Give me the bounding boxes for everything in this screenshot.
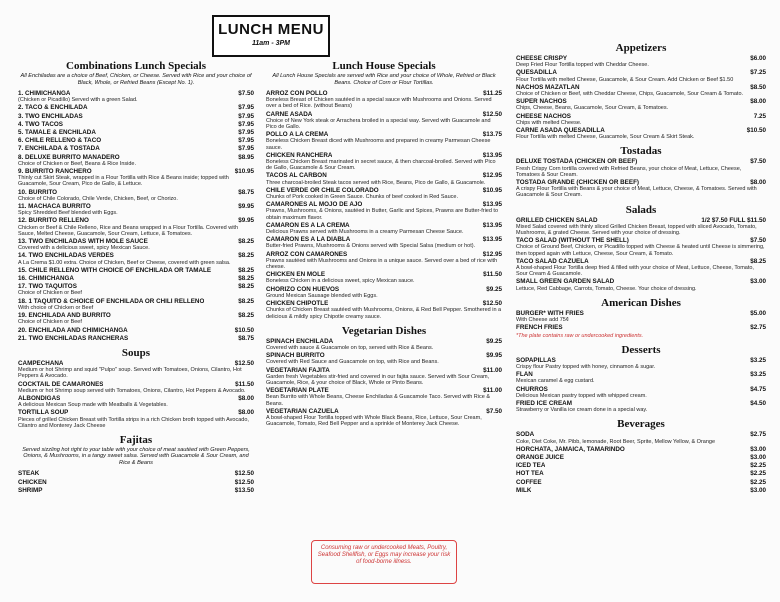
- menu-item: [516, 127, 766, 140]
- item-name: DELUXE TOSTADA (CHICKEN OR BEEF): [516, 158, 638, 166]
- menu-section: [266, 325, 502, 428]
- item-price: $8.25: [238, 238, 254, 246]
- item-name: 5. TAMALE & ENCHILADA: [18, 129, 96, 137]
- item-name: FRIED ICE CREAM: [516, 399, 572, 407]
- item-description: A La Crema $1.00 extra. Choice of Chicken, Beef or Cheese, covered with green salsa.: [18, 259, 231, 266]
- menu-item: [516, 158, 766, 178]
- item-name: TOSTADA GRANDE (CHICKEN OR BEEF): [516, 179, 640, 187]
- item-name: CARNE ASADA: [266, 110, 313, 118]
- item-price: $13.95: [482, 236, 502, 244]
- menu-item: [266, 408, 502, 428]
- item-description: Choice of Chicken or Beef: [18, 319, 82, 326]
- menu-item: [18, 90, 254, 103]
- section-title: Appetizers: [615, 42, 667, 54]
- item-description: Covered with Red Sauce and Guacamole on top, with Rice and Beans.: [266, 359, 439, 366]
- item-price: $12.50: [482, 300, 502, 308]
- menu-item: [516, 371, 766, 384]
- menu-item: [18, 275, 254, 282]
- item-price: $11.50: [235, 380, 254, 388]
- item-description: Spicy Shredded Beef blended with Eggs.: [18, 210, 118, 217]
- item-name: CHICKEN: [18, 478, 47, 486]
- item-price: $3.00: [750, 445, 766, 453]
- section-note: All Lunch House Specials are served with Rice and your choice of Whole, Refried or Black Beans. Choice of Corn or Flour Tortillas.: [272, 73, 496, 86]
- menu-item: [516, 446, 766, 453]
- item-price: $12.50: [482, 110, 502, 118]
- item-description: Covered with sauce & Guacamole on top, served with Rice & Beans.: [266, 344, 434, 351]
- menu-item: [18, 252, 254, 265]
- menu-section: [516, 418, 766, 494]
- item-name: FLAN: [516, 371, 533, 379]
- item-price: $6.00: [750, 55, 766, 62]
- item-name: CAMPECHANA: [18, 359, 64, 367]
- menu-item: [516, 98, 766, 111]
- item-price: $11.25: [483, 90, 502, 97]
- item-price: $13.95: [482, 201, 502, 209]
- item-name: CHICKEN EN MOLE: [266, 271, 326, 279]
- menu-item: [18, 312, 254, 325]
- item-price: $8.75: [238, 188, 254, 196]
- menu-item: [516, 310, 766, 323]
- item-name: COFFEE: [516, 478, 542, 486]
- item-price: $10.50: [234, 326, 254, 334]
- item-name: 8. DELUXE BURRITO MANADERO: [18, 153, 120, 161]
- section-title: Combinations Lunch Specials: [66, 60, 206, 72]
- item-name: CHEESE NACHOS: [516, 112, 571, 120]
- item-price: $9.95: [238, 217, 254, 225]
- item-description: Mexican caramel & egg custard.: [516, 378, 595, 385]
- item-name: 1. CHIMICHANGA: [18, 90, 71, 97]
- item-price: $3.00: [750, 453, 766, 461]
- item-name: ICED TEA: [516, 462, 546, 470]
- item-price: $9.95: [486, 352, 502, 360]
- menu-item: [18, 409, 254, 429]
- section-title: Salads: [625, 203, 657, 216]
- item-description: Boneless Chicken in a delicious sweet, spicy Mexican sauce.: [266, 278, 415, 285]
- item-name: 12. BURRITO RELLENO: [18, 217, 89, 225]
- middle-column: [266, 60, 502, 432]
- item-description: (Chicken or Picadillo) Served with a green Salad.: [18, 97, 138, 104]
- item-description: Choice of Chile Colorado, Chile Verde, Chicken, Beef, or Chorizo.: [18, 195, 178, 202]
- item-description: Butter-fried Prawns, Mushrooms & Onions served with Special Salsa (medium or hot).: [266, 243, 476, 250]
- menu-item: [266, 367, 502, 387]
- item-price: $11.00: [483, 366, 502, 374]
- item-name: CHORIZO CON HUEVOS: [266, 285, 340, 293]
- item-name: CARNE ASADA QUESADILLA: [516, 127, 605, 135]
- item-description: Lettuce, Red Cabbage, Carrots, Tomato, Cheese. Your choice of dressing.: [516, 285, 697, 292]
- menu-item: [18, 121, 254, 128]
- menu-item: [516, 84, 766, 97]
- item-name: 15. CHILE RELLENO WITH CHOICE OF ENCHILADA OR TAMALE: [18, 266, 212, 274]
- item-description: Flour Tortilla with melted Cheese, Guacamole, Sour Cream & Skirt Steak.: [516, 134, 695, 141]
- item-price: 7.25: [753, 112, 766, 120]
- item-price: $8.00: [750, 179, 766, 187]
- menu-title: LUNCH MENU: [218, 21, 324, 38]
- item-name: CAMARON ES A LA CREMA: [266, 221, 350, 229]
- item-price: $12.95: [482, 250, 502, 258]
- item-name: 7. ENCHILADA & TOSTADA: [18, 145, 100, 153]
- menu-item: [266, 251, 502, 271]
- item-description: Boneless Breast of Chicken sautéed in a special sauce with Mushrooms and Onions. Served over a bed of Rice. (without Beans): [266, 97, 492, 110]
- item-description: Three charcoal-broiled Steak tacos served with Rice, Beans, Pico de Gallo, & Guacamole.: [266, 179, 486, 186]
- menu-item: [266, 111, 502, 131]
- menu-item: [18, 335, 254, 342]
- item-name: NACHOS MAZATLAN: [516, 83, 580, 91]
- item-name: ALBONDIGAS: [18, 394, 61, 402]
- item-description: A crispy Flour Tortilla with Beans & your choice of Meat, Lettuce, Cheese, & Tomatoes. Served with Guacamole & Sour Cream.: [516, 186, 757, 199]
- item-name: SMALL GREEN GARDEN SALAD: [516, 278, 615, 286]
- item-price: $8.00: [750, 98, 766, 106]
- item-name: CHILE VERDE OR CHILE COLORADO: [266, 186, 379, 194]
- item-name: SUPER NACHOS: [516, 98, 567, 106]
- item-price: $13.95: [482, 221, 502, 229]
- menu-section: [516, 297, 766, 339]
- item-description: Boneless Chicken Breast diced with Mushrooms and prepared in creamy Parmesan Cheese sauce.: [266, 138, 491, 151]
- item-price: $7.50: [238, 90, 254, 97]
- menu-item: [266, 338, 502, 351]
- item-price: $7.95: [238, 120, 254, 128]
- section-note: All Enchiladas are a choice of Beef, Chicken, or Cheese. Served with Rice and your choice of Black, Whole, or Refried Beans (Except No. 1).: [20, 73, 252, 86]
- item-name: SOPAPILLAS: [516, 356, 556, 364]
- menu-item: [18, 217, 254, 237]
- menu-item: [266, 201, 502, 221]
- menu-item: [266, 131, 502, 151]
- item-description: Pieces of grilled Chicken Breast with Tortilla strips in a rich Chicken broth topped with Avocado, Cilantro and Monterey Jack Cheese: [18, 416, 249, 429]
- menu-item: [516, 113, 766, 126]
- menu-item: [266, 222, 502, 235]
- item-price: $9.25: [486, 337, 502, 345]
- menu-item: [266, 286, 502, 299]
- section-title: American Dishes: [601, 296, 681, 309]
- item-price: $7.50: [750, 237, 766, 245]
- item-price: $12.50: [234, 359, 254, 367]
- item-price: $7.25: [750, 69, 766, 77]
- item-name: 14. TWO ENCHILADAS VERDES: [18, 252, 114, 260]
- item-price: $7.95: [238, 129, 254, 137]
- section-title: Tostadas: [620, 145, 662, 158]
- item-price: $13.95: [482, 151, 502, 159]
- item-description: Ground Mexican Sausage blended with Eggs.: [266, 292, 378, 299]
- item-price: $7.95: [238, 137, 254, 145]
- item-name: 11. MACHACA BURRITO: [18, 203, 91, 211]
- item-description: Fresh Crispy Corn tortilla covered with Refried Beans, your choice of Meat, Lettuce, Cheese, Tomatoes & Sour Cream.: [516, 165, 742, 178]
- item-name: VEGETARIAN CAZUELA: [266, 407, 339, 415]
- menu-item: [18, 360, 254, 380]
- menu-item: [516, 400, 766, 413]
- item-name: VEGETARIAN PLATE: [266, 387, 329, 395]
- item-name: HORCHATA, JAMAICA, TAMARINDO: [516, 445, 625, 453]
- menu-item: [516, 479, 766, 486]
- item-description: Choice of Ground Beef, Chicken, or Picadillo topped with Cheese & heated until Cheese is simmering, then topped again with Lettuce, Cheese, Sour Cream, & Tomato.: [516, 244, 765, 257]
- item-price: $9.25: [486, 285, 502, 293]
- item-name: TACO SALAD (WITHOUT THE SHELL): [516, 237, 629, 245]
- item-name: 6. CHILE RELLENO & TACO: [18, 137, 102, 145]
- item-name: COCKTAIL DE CAMARONES: [18, 380, 104, 388]
- menu-section: [266, 60, 502, 320]
- menu-item: [516, 431, 766, 444]
- item-price: $7.95: [238, 112, 254, 120]
- menu-item: [516, 454, 766, 461]
- item-price: $12.95: [482, 172, 502, 180]
- menu-item: [18, 189, 254, 202]
- item-name: 16. CHIMICHANGA: [18, 275, 74, 283]
- item-description: Mixed Salad covered with thinly sliced Grilled Chicken Breast, topped with sliced Avocado, Tomato, Mushrooms, & grated Cheese. Served with your choice of dressing.: [516, 223, 757, 237]
- menu-item: [18, 267, 254, 274]
- menu-item: [18, 203, 254, 216]
- item-price: $12.50: [234, 478, 254, 486]
- item-name: POLLO A LA CREMA: [266, 131, 329, 139]
- item-name: 19. ENCHILADA AND BURRITO: [18, 312, 111, 320]
- item-price: $3.00: [750, 486, 766, 494]
- item-description: With Cheese add 75¢: [516, 317, 569, 324]
- item-name: CAMARONES AL MOJO DE AJO: [266, 201, 363, 209]
- item-name: TORTILLA SOUP: [18, 409, 69, 417]
- menu-item: [266, 187, 502, 200]
- menu-item: [18, 479, 254, 486]
- item-name: 21. TWO ENCHILADAS RANCHERAS: [18, 334, 129, 342]
- item-price: $8.25: [238, 283, 254, 291]
- item-name: SODA: [516, 431, 535, 439]
- menu-header: [212, 15, 330, 57]
- item-name: ARROZ CON POLLO: [266, 90, 328, 97]
- item-description: Prawns sautéed with Mushrooms and Onions in a unique sauce. Served over a bed of rice with cheese.: [266, 257, 498, 271]
- red-note: *The plate contains raw or undercooked ingredients.: [516, 332, 644, 339]
- item-price: $2.25: [750, 470, 766, 478]
- item-name: 18. 1 TAQUITO & CHOICE OF ENCHILADA OR CHILI RELLENO: [18, 297, 205, 305]
- item-price: $8.75: [238, 334, 254, 342]
- item-description: Coke, Diet Coke, Mr. Pibb, lemonade, Root Beer, Sprite, Mellow Yellow, & Orange: [516, 438, 716, 445]
- item-name: 3. TWO ENCHILADAS: [18, 112, 83, 120]
- item-price: $8.25: [750, 257, 766, 265]
- menu-section: [516, 204, 766, 292]
- menu-section: [18, 347, 254, 429]
- item-price: $2.25: [750, 462, 766, 470]
- right-column: [516, 42, 766, 499]
- section-title: Soups: [121, 346, 151, 359]
- item-name: CHICKEN RANCHERA: [266, 151, 333, 159]
- item-name: 10. BURRITO: [18, 188, 58, 196]
- item-price: $13.75: [482, 131, 502, 139]
- item-description: Chunks of Chicken Breast sautéed with Mushrooms, Onions, & Red Bell Pepper. Smothered in a delicious & mildly spicy Chipotle creamy sauce.: [266, 307, 502, 320]
- item-description: Prawns, Mushrooms, & Onions, sautéed in Butter, Garlic and Spices, Prawns are Butter-fried to obtain maximum flavor.: [266, 208, 499, 221]
- item-price: $3.00: [750, 278, 766, 286]
- item-name: 20. ENCHILADA AND CHIMICHANGA: [18, 326, 128, 334]
- item-name: ORANGE JUICE: [516, 453, 564, 461]
- menu-item: [266, 152, 502, 172]
- menu-item: [18, 487, 254, 494]
- item-name: CHURROS: [516, 385, 548, 393]
- item-name: VEGETARIAN FAJITA: [266, 366, 330, 374]
- menu-item: [516, 55, 766, 68]
- item-price: $8.25: [238, 252, 254, 260]
- item-description: Choice of Chicken or Beef: [18, 290, 82, 297]
- item-price: $8.25: [238, 275, 254, 283]
- menu-item: [18, 104, 254, 111]
- item-description: Flour Tortilla with melted Cheese, Guacamole, & Sour Cream. Add Chicken or Beef $1.50: [516, 76, 734, 83]
- item-description: Chunks of Pork cooked in Green Sauce. Chunks of beef cooked in Red Sauce.: [266, 194, 459, 201]
- item-price: $2.75: [750, 431, 766, 439]
- item-description: Chips with melted Cheese.: [516, 119, 582, 126]
- item-description: Choice of New York steak or Arrachera broiled in a special way. Served with Guacamole and Pico de Gallo.: [266, 117, 491, 131]
- menu-item: [18, 168, 254, 188]
- menu-section: [516, 344, 766, 414]
- item-name: 4. TWO TACOS: [18, 120, 64, 128]
- menu-item: [516, 386, 766, 399]
- menu-item: [266, 271, 502, 284]
- menu-item: [516, 278, 766, 291]
- menu-item: [18, 381, 254, 394]
- item-name: TACOS AL CARBON: [266, 172, 327, 180]
- menu-item: [18, 137, 254, 144]
- item-price: $4.75: [750, 385, 766, 393]
- item-description: Thinly cut Skirt Steak, wrapped in a Flour Tortilla with Rice & Beans inside; topped with Guacamole, Sour Cream, Pico de Gallo, & Lettuce.: [18, 175, 229, 188]
- item-price: $7.95: [238, 145, 254, 153]
- item-name: MILK: [516, 486, 532, 494]
- item-description: Delicious Mexican pastry topped with whipped cream.: [516, 392, 647, 399]
- item-price: $10.95: [234, 168, 254, 176]
- item-description: Garden fresh Vegetables stir-fried and covered in our fajita sauce. Served with Sour Cream, Guacamole, Rice, & your choice of Black, Whole or Pinto Beans.: [266, 373, 490, 386]
- item-price: $7.50: [486, 407, 502, 415]
- menu-item: [266, 387, 502, 407]
- item-description: With choice of Chicken or Beef: [18, 304, 94, 311]
- item-price: $10.95: [482, 186, 502, 194]
- section-note: Served sizzling hot right to your table with your choice of meat sautéed with Green Peppers, Onions, & Mushrooms, in a tangy sweet salsa. Served with Guacamole & Sour Cream, and Rice & Beans: [22, 446, 250, 466]
- item-description: Choice of Chicken or Beef, with Cheddar Cheese, Chips, Guacamole, Sour Cream & Tomato.: [516, 91, 744, 98]
- menu-item: [516, 487, 766, 494]
- item-description: Delicious Prawns served with Mushrooms in a creamy Parmesan Cheese Sauce.: [266, 229, 464, 236]
- item-name: CHEESE CRISPY: [516, 55, 568, 62]
- item-description: Bean Burrito with Whole Beans, Cheese Enchiladas & Guacamole Taco. Served with Rice & Beans.: [266, 394, 490, 407]
- item-price: $2.25: [750, 478, 766, 486]
- section-title: Beverages: [617, 418, 665, 431]
- menu-item: [516, 470, 766, 477]
- item-price: $10.50: [746, 127, 766, 135]
- item-name: TACO SALAD CAZUELA: [516, 257, 589, 265]
- food-safety-warning: Consuming raw or undercooked Meats, Poultry, Seafood Shellfish, or Eggs may increase your risk of food-borne illness.: [311, 540, 457, 584]
- item-price: $8.25: [238, 297, 254, 305]
- menu-item: [18, 470, 254, 477]
- menu-item: [266, 90, 502, 110]
- item-name: HOT TEA: [516, 470, 544, 478]
- menu-item: [18, 129, 254, 136]
- menu-item: [18, 395, 254, 408]
- section-title: Lunch House Specials: [332, 60, 436, 72]
- section-title: Desserts: [621, 343, 661, 356]
- item-name: STEAK: [18, 470, 40, 478]
- item-description: Medium or hot Shrimp and squid "Pulpo" soup. Served with Tomatoes, Onions, Cilantro, Hot Peppers & Avocado.: [18, 367, 242, 380]
- menu-item: [266, 300, 502, 320]
- menu-item: [266, 172, 502, 185]
- item-name: CHICKEN CHIPOTLE: [266, 300, 329, 308]
- item-price: $5.00: [750, 309, 766, 317]
- menu-section: [516, 145, 766, 198]
- item-price: $3.25: [750, 356, 766, 364]
- item-price: $8.50: [750, 83, 766, 91]
- menu-section: [516, 42, 766, 140]
- menu-item: [18, 154, 254, 167]
- menu-section: [18, 434, 254, 494]
- menu-item: [18, 283, 254, 296]
- item-price: $7.50: [750, 158, 766, 166]
- item-name: 17. TWO TAQUITOS: [18, 283, 77, 291]
- item-description: Chicken or Beef & Chile Relleno, Rice and Beans wrapped in a Flour Tortilla. Covered with Sauce, Melted Cheese, Guacamole, Sour Cream, Lettuce, & Tomatoes.: [18, 224, 239, 237]
- menu-item: [18, 145, 254, 152]
- item-description: Medium or hot Shrimp soup served with Tomatoes, Onions, Cilantro, Hot Peppers & Avocado.: [18, 387, 246, 394]
- item-name: FRENCH FRIES: [516, 324, 563, 332]
- item-name: QUESADILLA: [516, 69, 557, 77]
- item-price: $9.95: [238, 203, 254, 211]
- item-price: $7.95: [238, 104, 254, 112]
- item-price: 1/2 $7.50 FULL $11.50: [701, 216, 766, 224]
- section-title: Fajitas: [119, 433, 153, 446]
- menu-hours: 11am - 3PM: [252, 40, 290, 47]
- item-price: $8.00: [238, 409, 254, 417]
- item-description: Boneless Chicken Breast marinated in secret sauce, & then charcoal-broiled. Served with Pico de Gallo, Guacamole & Sour Cream.: [266, 159, 496, 172]
- item-name: SHRIMP: [18, 486, 43, 494]
- menu-item: [516, 324, 766, 331]
- item-price: $11.50: [483, 271, 502, 279]
- menu-item: [18, 113, 254, 120]
- item-price: $12.50: [234, 470, 254, 478]
- menu-item: [266, 352, 502, 365]
- item-name: SPINACH ENCHILADA: [266, 337, 334, 345]
- item-name: 9. BURRITO RANCHERO: [18, 168, 92, 176]
- menu-item: [18, 298, 254, 311]
- item-name: BURGER* WITH FRIES: [516, 309, 584, 317]
- item-description: Crispy flour Pastry topped with honey, cinnamon & sugar.: [516, 363, 656, 370]
- menu-item: [516, 357, 766, 370]
- item-price: $2.75: [750, 324, 766, 332]
- menu-item: [516, 179, 766, 199]
- item-name: ARROZ CON CAMARONES: [266, 250, 348, 258]
- section-title: Vegetarian Dishes: [341, 324, 427, 337]
- item-description: Chips, Cheese, Beans, Guacamole, Sour Cream, & Tomatoes.: [516, 105, 669, 112]
- menu-item: [516, 258, 766, 278]
- menu-section: [18, 60, 254, 342]
- menu-item: [516, 462, 766, 469]
- item-price: $8.25: [238, 312, 254, 320]
- item-description: Choice of Chicken or Beef, Beans & Rice Inside.: [18, 160, 137, 167]
- item-description: Deep Fried Flour Tortilla topped with Cheddar Cheese.: [516, 62, 649, 69]
- item-description: A delicious Mexican Soup made with Meatballs & Vegetables.: [18, 402, 168, 409]
- menu-item: [516, 217, 766, 237]
- item-price: $8.25: [238, 266, 254, 274]
- item-description: Strawberry or Vanilla ice cream done in a special way.: [516, 407, 648, 414]
- item-price: $4.50: [750, 399, 766, 407]
- item-name: 13. TWO ENCHILADAS WITH MOLE SAUCE: [18, 238, 148, 246]
- item-description: A bowl-shaped Flour Tortilla deep fried & filled with your choice of Meat, Lettuce, Cheese, Tomato, Sour Cream & Guacamole.: [516, 265, 754, 278]
- menu-item: [18, 327, 254, 334]
- item-name: 2. TACO & ENCHILADA: [18, 104, 88, 112]
- menu-item: [516, 237, 766, 257]
- item-price: $11.00: [483, 387, 502, 395]
- item-price: $3.25: [750, 371, 766, 379]
- left-column: [18, 60, 254, 499]
- menu-item: [18, 238, 254, 251]
- item-price: $13.50: [234, 486, 254, 494]
- item-description: Covered with a delicious sweet, spicy Mexican Sauce.: [18, 245, 150, 252]
- item-price: $8.95: [238, 153, 254, 161]
- item-name: CAMARON ES A LA DIABLA: [266, 236, 351, 244]
- item-name: SPINACH BURRITO: [266, 352, 325, 360]
- menu-item: [266, 236, 502, 249]
- menu-item: [516, 69, 766, 82]
- item-description: A bowl-shaped Flour Tortilla topped with Whole Black Beans, Rice, Lettuce, Sour Cream, Guacamole, Tomato, Red Bell Pepper and a sprinkle of Monterey Jack Cheese.: [266, 414, 482, 428]
- item-price: $8.00: [238, 394, 254, 402]
- item-name: GRILLED CHICKEN SALAD: [516, 216, 598, 224]
